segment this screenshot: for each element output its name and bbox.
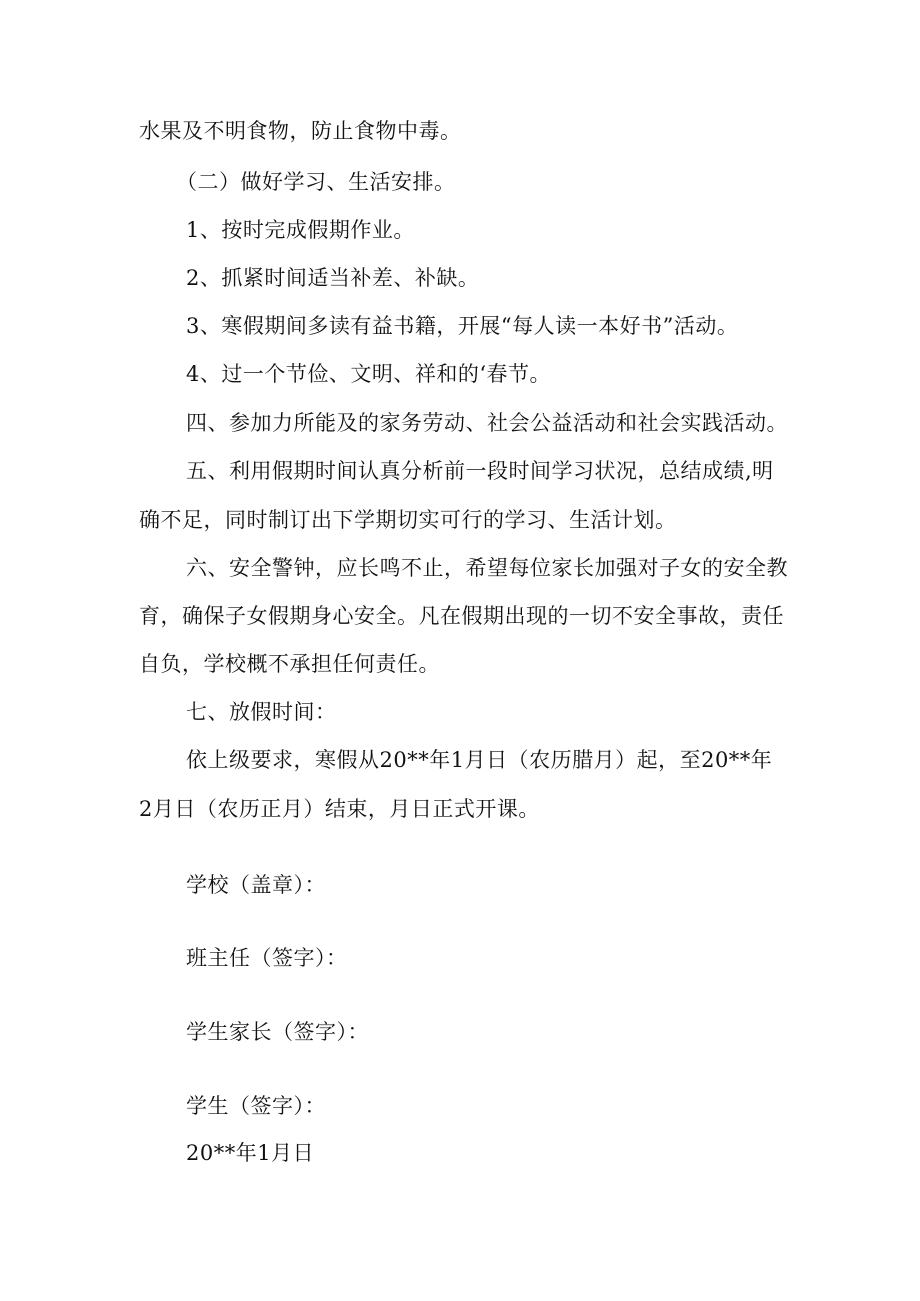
student-signature-label: 学生（签字）： [186, 1094, 326, 1118]
paragraph-line: 五、利用假期时间认真分析前一段时间学习状况，总结成绩,明 [186, 459, 774, 483]
paragraph-line: 2月日（农历正月）结束，月日正式开课。 [139, 797, 540, 821]
paragraph-line: 水果及不明食物，防止食物中毒。 [139, 119, 462, 143]
document-date: 20**年1月日 [186, 1141, 315, 1165]
paragraph-line: 依上级要求，寒假从20**年1月日（农历腊月）起，至20**年 [186, 748, 773, 772]
list-item: 3、寒假期间多读有益书籍，开展“每人读一本好书”活动。 [186, 314, 739, 338]
head-teacher-signature-label: 班主任（签字）： [186, 946, 348, 970]
paragraph-line: 确不足，同时制订出下学期切实可行的学习、生活计划。 [139, 508, 677, 532]
school-seal-label: 学校（盖章）： [186, 873, 326, 897]
list-item: 2、抓紧时间适当补差、补缺。 [186, 266, 480, 290]
section-heading: 四、参加力所能及的家务劳动、社会公益活动和社会实践活动。 [186, 411, 788, 435]
paragraph-line: 六、安全警钟，应长鸣不止，希望每位家长加强对子女的安全教 [186, 556, 788, 580]
paragraph-line: 自负，学校概不承担任何责任。 [139, 652, 440, 676]
list-item: 4、过一个节俭、文明、祥和的‘春节。 [186, 362, 552, 386]
paragraph-line: 育，确保子女假期身心安全。凡在假期出现的一切不安全事故，责任 [139, 604, 784, 628]
parent-signature-label: 学生家长（签字）： [186, 1020, 369, 1044]
list-item: 1、按时完成假期作业。 [186, 218, 415, 242]
section-heading: 七、放假时间： [186, 700, 337, 724]
section-heading: （二）做好学习、生活安排。 [176, 170, 456, 194]
